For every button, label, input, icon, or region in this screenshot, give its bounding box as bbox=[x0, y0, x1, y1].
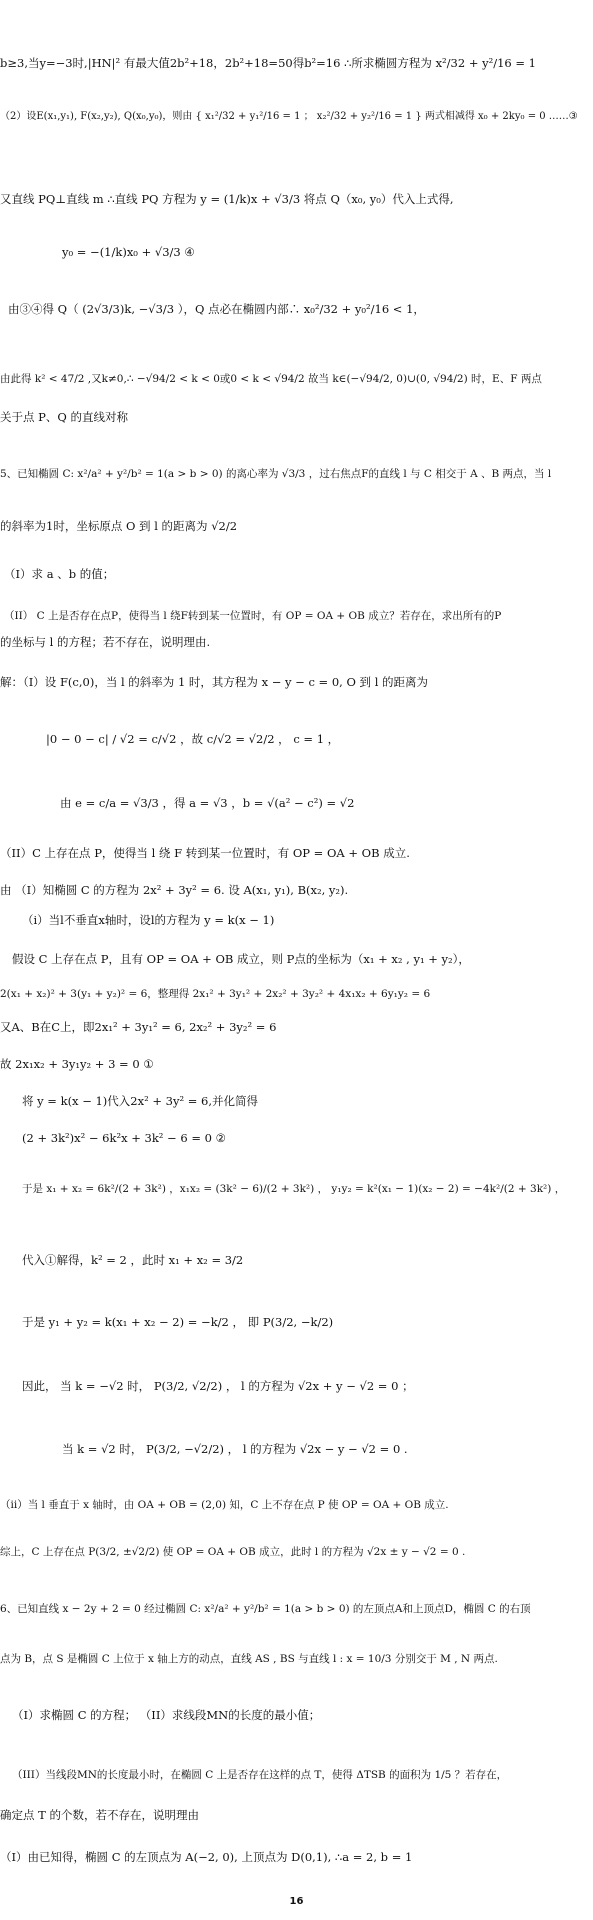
text-line: y₀ = −(1/k)x₀ + √3/3 ④ bbox=[62, 245, 195, 259]
text-line: 关于点 P、Q 的直线对称 bbox=[0, 410, 128, 424]
text-line: 的坐标与 l 的方程；若不存在，说明理由. bbox=[0, 635, 211, 649]
text-line: 由此得 k² < 47/2 ,又k≠0,∴ −√94/2 < k < 0或0 < k < √94/2 故当 k∈(−√94/2, 0)∪(0, √94/2) 时，E、F 两点 bbox=[0, 373, 542, 385]
text-line: 确定点 T 的个数，若不存在，说明理由 bbox=[0, 1808, 199, 1822]
text-line: （2）设E(x₁,y₁), F(x₂,y₂), Q(x₀,y₀)，则由 { x₁²/32 + y₁²/16 = 1 ； x₂²/32 + y₂²/16 = 1 } 两式相减得 x₀ + 2ky₀ = 0 ……③ bbox=[0, 111, 578, 122]
text-line: 点为 B，点 S 是椭圆 C 上位于 x 轴上方的动点，直线 AS , BS 与直线 l : x = 10/3 分别交于 M , N 两点. bbox=[0, 1653, 498, 1665]
text-line: 于是 y₁ + y₂ = k(x₁ + x₂ − 2) = −k/2 ， 即 P(3/2, −k/2) bbox=[22, 1315, 334, 1329]
text-line: （III）当线段MN的长度最小时，在椭圆 C 上是否存在这样的点 T，使得 ΔTSB 的面积为 1/5 ？若存在， bbox=[12, 1769, 508, 1781]
text-line: （i）当l不垂直x轴时，设l的方程为 y = k(x − 1) bbox=[22, 913, 275, 927]
text-line: |0 − 0 − c| / √2 = c/√2 ，故 c/√2 = √2/2 ， c = 1 ， bbox=[46, 732, 340, 746]
text-line: （ii）当 l 垂直于 x 轴时，由 OA + OB = (2,0) 知，C 上不存在点 P 使 OP = OA + OB 成立. bbox=[0, 1499, 449, 1511]
text-line: 综上，C 上存在点 P(3/2, ±√2/2) 使 OP = OA + OB 成立，此时 l 的方程为 √2x ± y − √2 = 0 . bbox=[0, 1546, 466, 1558]
text-line: 由③④得 Q（ (2√3/3)k, −√3/3 ），Q 点必在椭圆内部∴ x₀²/32 + y₀²/16 < 1， bbox=[8, 302, 425, 316]
text-line: 假设 C 上存在点 P，且有 OP = OA + OB 成立，则 P点的坐标为（x₁ + x₂ , y₁ + y₂）， bbox=[12, 952, 470, 966]
text-line: 代入①解得，k² = 2 ，此时 x₁ + x₂ = 3/2 bbox=[22, 1253, 244, 1267]
text-line: 又A、B在C上，即2x₁² + 3y₁² = 6, 2x₂² + 3y₂² = 6 bbox=[0, 1020, 277, 1034]
text-line: 将 y = k(x − 1)代入2x² + 3y² = 6,并化简得 bbox=[22, 1094, 258, 1108]
text-line: 2(x₁ + x₂)² + 3(y₁ + y₂)² = 6，整理得 2x₁² + 3y₁² + 2x₂² + 3y₂² + 4x₁x₂ + 6y₁y₂ = 6 bbox=[0, 988, 431, 1000]
text-line: 由 （I）知椭圆 C 的方程为 2x² + 3y² = 6. 设 A(x₁, y₁), B(x₂, y₂). bbox=[0, 883, 349, 897]
text-line: 于是 x₁ + x₂ = 6k²/(2 + 3k²) ，x₁x₂ = (3k² − 6)/(2 + 3k²) ， y₁y₂ = k²(x₁ − 1)(x₂ − 2) = −4k²/(2 + 3k²) ， bbox=[22, 1183, 566, 1195]
text-line: 解：（I）设 F(c,0)，当 l 的斜率为 1 时，其方程为 x − y − c = 0, O 到 l 的距离为 bbox=[0, 675, 429, 689]
text-line: 6、已知直线 x − 2y + 2 = 0 经过椭圆 C: x²/a² + y²/b² = 1(a > b > 0) 的左顶点A和上顶点D，椭圆 C 的右顶 bbox=[0, 1603, 531, 1615]
text-line: 故 2x₁x₂ + 3y₁y₂ + 3 = 0 ① bbox=[0, 1057, 154, 1071]
text-line: b≥3,当y=−3时,|HN|² 有最大值2b²+18，2b²+18=50得b²=16 ∴所求椭圆方程为 x²/32 + y²/16 = 1 bbox=[0, 56, 536, 70]
text-line: 又直线 PQ⊥直线 m ∴直线 PQ 方程为 y = (1/k)x + √3/3 将点 Q（x₀, y₀）代入上式得, bbox=[0, 192, 454, 206]
text-line: （II）C 上存在点 P，使得当 l 绕 F 转到某一位置时，有 OP = OA + OB 成立. bbox=[0, 846, 410, 860]
text-line: （I）求 a 、b 的值； bbox=[4, 567, 115, 581]
page-number: 16 bbox=[289, 1896, 304, 1907]
text-line: 的斜率为1时，坐标原点 O 到 l 的距离为 √2/2 bbox=[0, 519, 238, 533]
text-line: （I）求椭圆 C 的方程； （II）求线段MN的长度的最小值； bbox=[12, 1708, 321, 1722]
text-line: 当 k = √2 时， P(3/2, −√2/2) ， l 的方程为 √2x − y − √2 = 0 . bbox=[62, 1442, 408, 1456]
text-line: （I）由已知得，椭圆 C 的左顶点为 A(−2, 0), 上顶点为 D(0,1), ∴a = 2, b = 1 bbox=[0, 1850, 413, 1864]
text-line: (2 + 3k²)x² − 6k²x + 3k² − 6 = 0 ② bbox=[22, 1131, 226, 1145]
text-line: 5、已知椭圆 C: x²/a² + y²/b² = 1(a > b > 0) 的离心率为 √3/3 ，过右焦点F的直线 l 与 C 相交于 A 、B 两点，当 l bbox=[0, 468, 552, 480]
text-line: （II） C 上是否存在点P，使得当 l 绕F转到某一位置时，有 OP = OA + OB 成立？若存在，求出所有的P bbox=[4, 610, 502, 622]
text-line: 由 e = c/a = √3/3 ，得 a = √3 ，b = √(a² − c²) = √2 bbox=[60, 796, 355, 810]
text-line: 因此， 当 k = −√2 时， P(3/2, √2/2) ， l 的方程为 √2x + y − √2 = 0 ； bbox=[22, 1379, 414, 1393]
